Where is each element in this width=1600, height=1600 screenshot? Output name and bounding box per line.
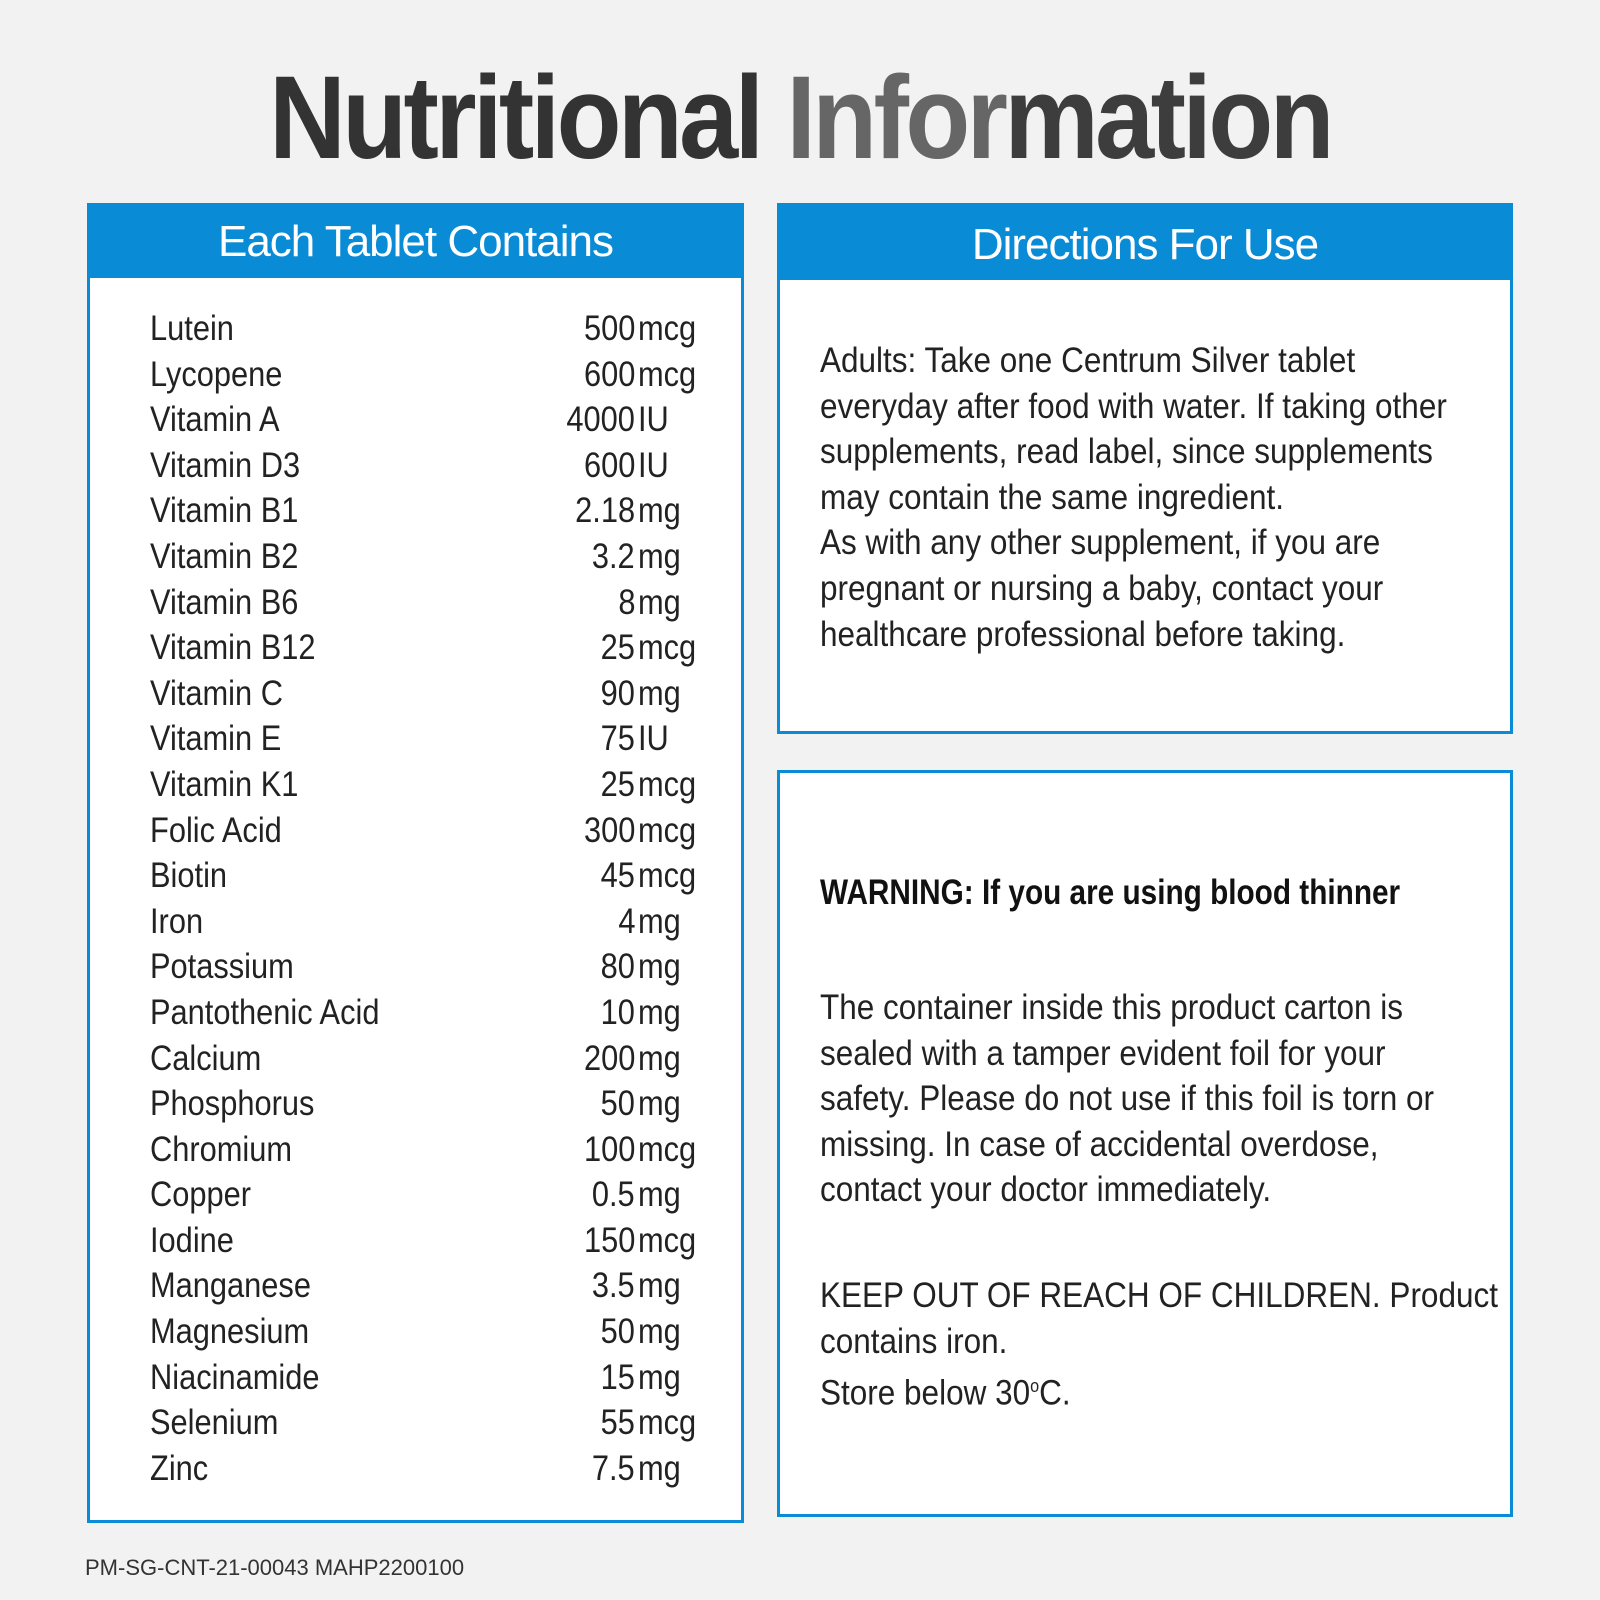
nutrient-unit: mcg [638,628,697,668]
tamper-line: missing. In case of accidental overdose, [820,1124,1379,1164]
keep-out-of-reach-text [820,1273,1498,1364]
title-word-infor: Infor [786,52,1005,184]
title-word-nutritional: Nutritional [269,52,761,184]
nutrient-unit: mcg [638,764,697,804]
nutrient-row [150,352,710,398]
nutrient-unit: mcg [638,1129,697,1169]
nutrient-amount: 500 [583,309,635,348]
nutrient-amount: 50 [600,1084,635,1124]
nutrient-amount: 15 [600,1357,635,1397]
nutrient-row [150,990,710,1036]
directions-header: Directions For Use [780,206,1510,280]
tamper-line: safety. Please do not use if this foil is torn or [820,1079,1434,1119]
nutrient-amount: 90 [600,673,635,713]
directions-line: As with any other supplement, if you are [820,523,1381,563]
store-line [820,1364,1468,1416]
nutrient-amount: 150 [583,1220,635,1260]
nutrient-amount: 600 [583,445,635,485]
nutrient-row [150,671,710,717]
nutrient-row [150,1218,710,1264]
nutrient-row [150,1172,710,1218]
nutrient-name: Biotin [150,856,228,896]
nutrient-row [150,1081,710,1127]
nutrient-unit: mg [638,491,681,531]
directions-text [820,338,1450,657]
tamper-line: sealed with a tamper evident foil for your [820,1033,1386,1073]
nutrient-amount: 0.5 [592,1175,635,1215]
nutrient-name: Chromium [150,1129,293,1169]
nutrient-row [150,944,710,990]
nutrient-unit: mcg [638,354,697,394]
nutrient-row [150,1355,710,1401]
directions-line: may contain the same ingredient. [820,477,1285,517]
nutrient-unit: mg [638,673,681,713]
nutrient-name: Vitamin B12 [150,628,316,668]
nutrient-name: Vitamin C [150,673,283,713]
nutrient-unit: mcg [638,309,697,348]
nutrient-unit: mg [638,1266,681,1306]
nutrient-name: Manganese [150,1266,311,1306]
nutrient-amount: 55 [600,1403,635,1443]
nutrient-unit: mg [638,947,681,987]
nutrient-row [150,1309,710,1355]
footer-code: PM-SG-CNT-21-00043 MAHP2200100 [85,1555,465,1580]
nutrient-amount: 50 [600,1312,635,1352]
directions-line: pregnant or nursing a baby, contact your [820,568,1384,608]
directions-line: healthcare professional before taking. [820,614,1346,654]
tamper-text [820,985,1468,1213]
nutrient-unit: mg [638,1312,681,1352]
nutrient-name: Phosphorus [150,1084,315,1124]
nutrient-unit: mcg [638,810,697,850]
nutrient-row [150,443,710,489]
nutrient-name: Folic Acid [150,810,282,850]
nutrient-row [150,1127,710,1173]
directions-line: supplements, read label, since supplements [820,432,1433,472]
nutrient-unit: IU [638,400,669,440]
nutrient-name: Calcium [150,1038,262,1078]
nutrient-unit: mg [638,1084,681,1124]
nutrient-name: Pantothenic Acid [150,992,380,1032]
nutrient-name: Vitamin K1 [150,764,299,804]
nutrient-amount: 300 [583,810,635,850]
nutrient-amount: 45 [600,856,635,896]
store-prefix: Store below 30 [820,1373,1031,1413]
nutrient-row [150,716,710,762]
nutrient-amount: 100 [583,1129,635,1169]
nutrient-amount: 3.5 [592,1266,635,1306]
nutrient-unit: mcg [638,1220,697,1260]
keep-line: contains iron. [820,1321,1008,1361]
tamper-line: The container inside this product carton is [820,988,1404,1027]
nutrient-amount: 600 [583,354,635,394]
nutrient-row [150,1446,710,1492]
nutrient-row [150,899,710,945]
nutrient-name: Niacinamide [150,1357,320,1397]
nutrient-list [150,306,710,1491]
nutrient-name: Vitamin E [150,719,282,759]
nutrient-name: Potassium [150,947,294,987]
store-suffix: C. [1039,1373,1071,1413]
warning-heading: WARNING: If you are using blood thinner [820,873,1401,912]
nutrient-unit: mg [638,992,681,1032]
nutrient-name: Vitamin B2 [150,536,299,576]
nutrient-row [150,853,710,899]
nutrient-row [150,488,710,534]
nutrient-unit: mg [638,582,681,622]
nutrient-amount: 8 [617,582,635,622]
nutrient-amount: 200 [583,1038,635,1078]
nutrient-amount: 4 [617,901,635,941]
nutrient-name: Selenium [150,1403,279,1443]
nutrient-name: Vitamin A [150,400,280,440]
nutrient-row [150,1263,710,1309]
nutrient-unit: IU [638,719,669,759]
nutrient-row [150,306,710,352]
directions-panel [777,203,1513,734]
nutrient-amount: 10 [600,992,635,1032]
nutrient-unit: mcg [638,856,697,896]
nutrient-amount: 4000 [566,400,635,440]
nutrient-row [150,1036,710,1082]
nutrient-row [150,580,710,626]
nutrient-unit: mg [638,536,681,576]
nutrient-name: Iron [150,901,204,941]
degree-symbol: o [1030,1376,1040,1397]
nutrient-unit: mg [638,1175,681,1215]
nutrient-row [150,808,710,854]
warning-panel [777,770,1513,1517]
nutrient-row [150,762,710,808]
storage-text [820,1273,1498,1416]
nutrient-name: Vitamin B1 [150,491,299,531]
nutrients-panel [87,203,744,1523]
nutrient-name: Magnesium [150,1312,310,1352]
tamper-line: contact your doctor immediately. [820,1170,1272,1210]
nutrient-name: Iodine [150,1220,234,1260]
nutrient-amount: 75 [600,719,635,759]
nutrient-name: Vitamin B6 [150,582,299,622]
nutrient-name: Lutein [150,309,234,348]
nutrient-name: Copper [150,1175,252,1215]
nutrient-name: Vitamin D3 [150,445,301,485]
nutrient-unit: mg [638,1038,681,1078]
nutrient-amount: 25 [600,764,635,804]
nutrients-header: Each Tablet Contains [90,206,741,278]
nutrient-amount: 2.18 [575,491,635,531]
nutrient-unit: IU [638,445,669,485]
nutrient-name: Zinc [150,1448,209,1488]
nutrient-amount: 7.5 [592,1448,635,1488]
nutrient-amount: 3.2 [592,536,635,576]
nutrient-name: Lycopene [150,354,283,394]
title-word-mation: mation [1004,52,1331,184]
keep-line: KEEP OUT OF REACH OF CHILDREN. Product [820,1276,1498,1315]
nutrient-row [150,625,710,671]
nutrient-unit: mg [638,1448,681,1488]
directions-line: everyday after food with water. If taking other [820,386,1447,426]
nutrient-row [150,1400,710,1446]
nutrient-unit: mg [638,1357,681,1397]
nutrient-row [150,397,710,443]
nutrient-amount: 80 [600,947,635,987]
directions-line: Adults: Take one Centrum Silver tablet [820,341,1356,380]
nutrient-unit: mcg [638,1403,697,1443]
nutrient-row [150,534,710,580]
nutrient-unit: mg [638,901,681,941]
page-title [80,50,1520,186]
nutrient-amount: 25 [600,628,635,668]
